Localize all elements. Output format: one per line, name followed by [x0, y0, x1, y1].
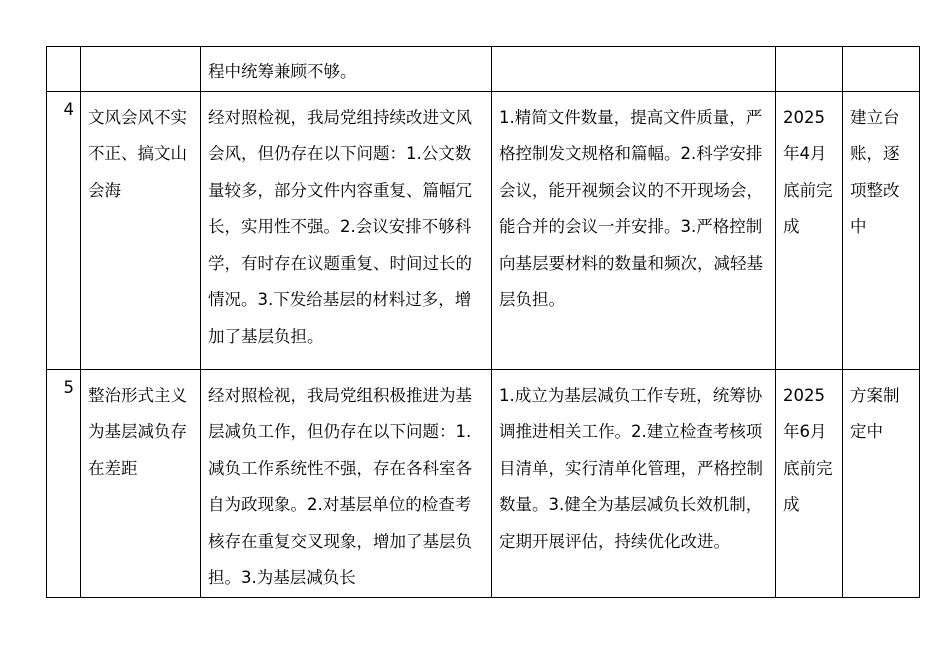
- problem-cell: 经对照检视，我局党组积极推进为基层减负工作，但仍存在以下问题：1.减负工作系统性不强，存在各科室各自为政现象。2.对基层单位的检查考核存在重复交叉现象，增加了基层负担。3.为基层减负长: [201, 369, 492, 597]
- measures-cell: [492, 47, 776, 92]
- item-cell: 文风会风不实不正、搞文山会海: [81, 91, 201, 369]
- status-cell: 建立台账，逐项整改中: [843, 91, 920, 369]
- item-cell: 整治形式主义为基层减负存在差距: [81, 369, 201, 597]
- row-number-cell: 4: [47, 91, 81, 369]
- status-cell: [843, 47, 920, 92]
- measures-cell: 1.成立为基层减负工作专班，统筹协调推进相关工作。2.建立检查考核项目清单，实行清单化管理，严格控制数量。3.健全为基层减负长效机制，定期开展评估，持续优化改进。: [492, 369, 776, 597]
- deadline-cell: 2025年6月底前完成: [776, 369, 843, 597]
- deadline-cell: 2025年4月底前完成: [776, 91, 843, 369]
- rectification-table: [46, 46, 920, 598]
- problem-cell: 程中统筹兼顾不够。: [201, 47, 492, 92]
- row-number-cell: 5: [47, 369, 81, 597]
- table-row: [47, 91, 920, 369]
- table-row: [47, 47, 920, 92]
- row-number-cell: [47, 47, 81, 92]
- table-row: [47, 369, 920, 597]
- deadline-cell: [776, 47, 843, 92]
- item-cell: [81, 47, 201, 92]
- measures-cell: 1.精简文件数量，提高文件质量，严格控制发文规格和篇幅。2.科学安排会议，能开视频会议的不开现场会，能合并的会议一并安排。3.严格控制向基层要材料的数量和频次，减轻基层负担。: [492, 91, 776, 369]
- problem-cell: 经对照检视，我局党组持续改进文风会风，但仍存在以下问题：1.公文数量较多，部分文件内容重复、篇幅冗长，实用性不强。2.会议安排不够科学，有时存在议题重复、时间过长的情况。3.下发给基层的材料过多，增加了基层负担。: [201, 91, 492, 369]
- status-cell: 方案制定中: [843, 369, 920, 597]
